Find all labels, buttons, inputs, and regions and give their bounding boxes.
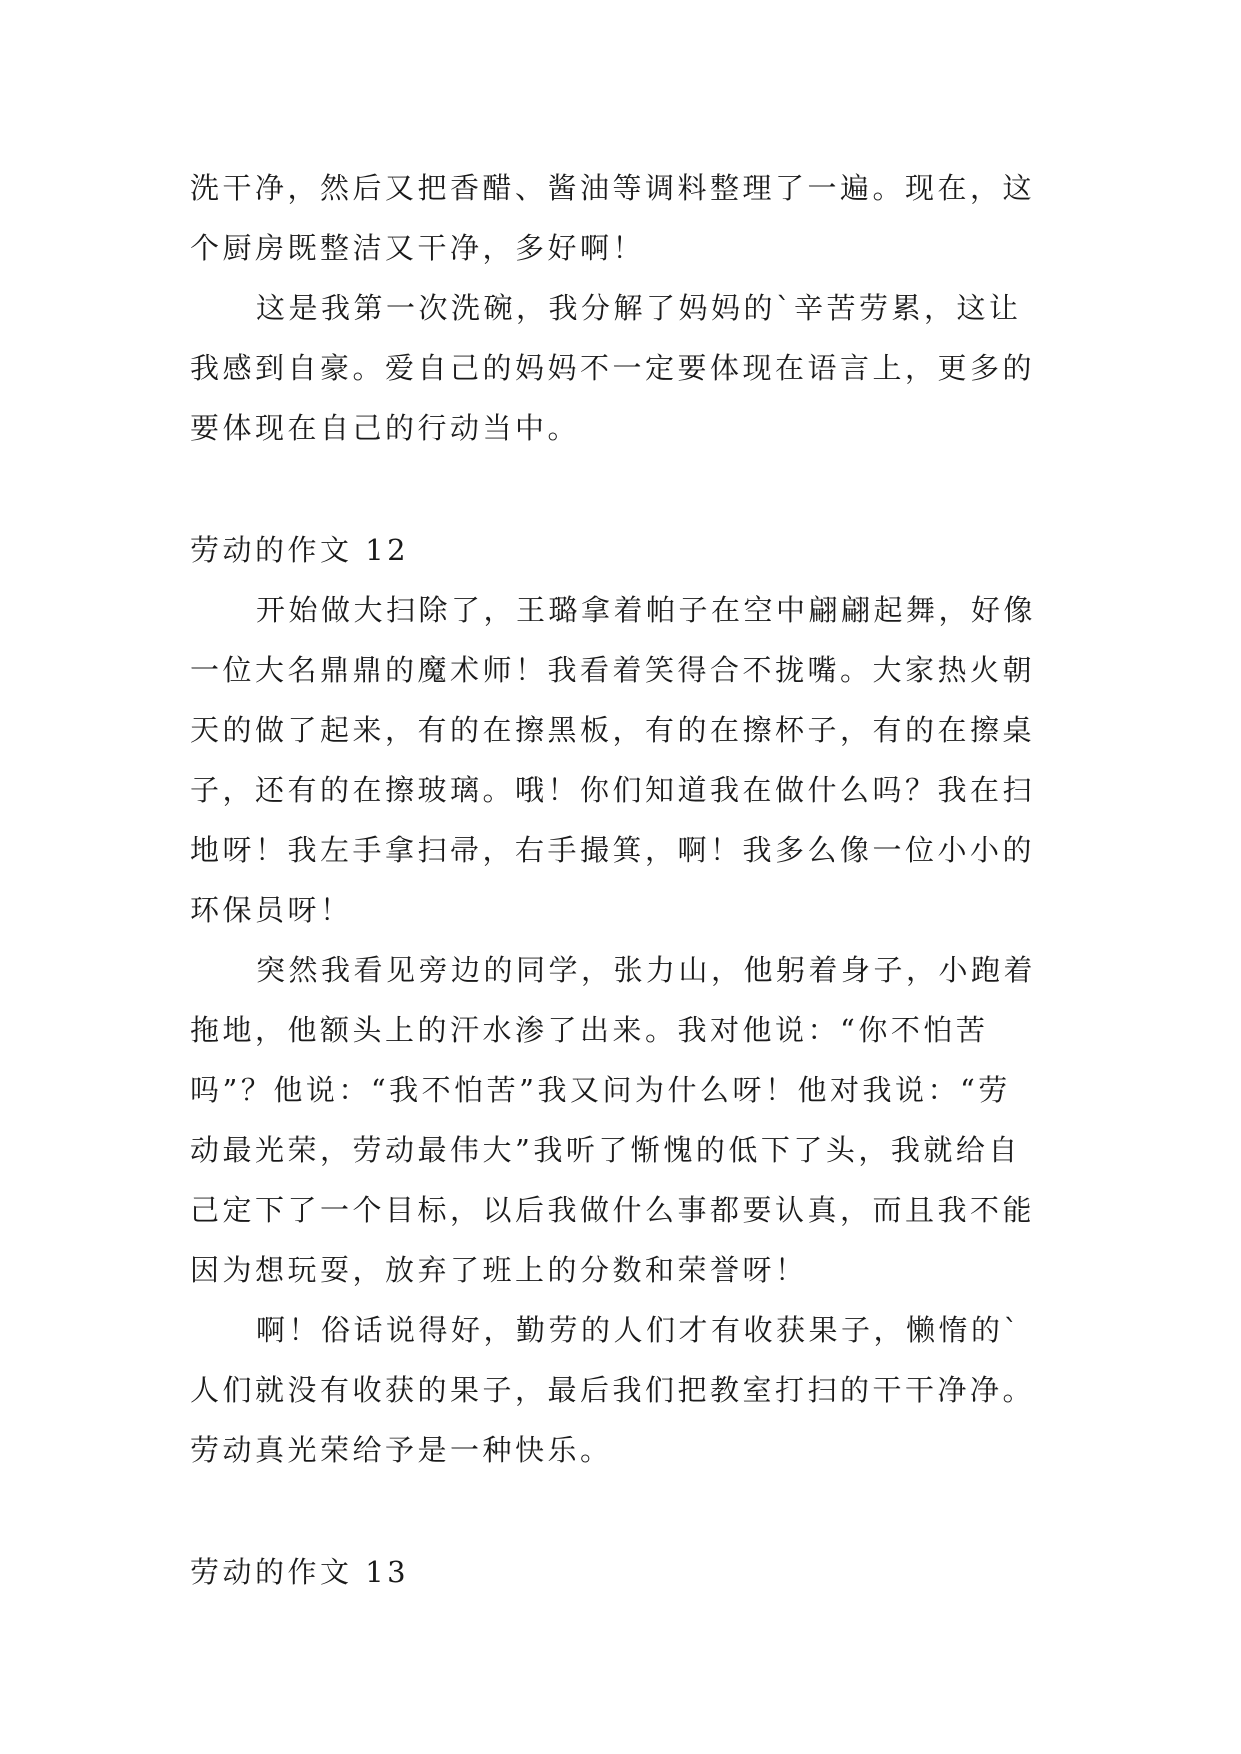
text-line: 个厨房既整洁又干净，多好啊！ xyxy=(190,231,646,265)
text-line: 啊！俗话说得好，勤劳的人们才有收获果子，懒惰的` xyxy=(256,1313,1022,1347)
text-line: 劳动真光荣给予是一种快乐。 xyxy=(190,1433,613,1467)
section-heading: 劳动的作文 12 xyxy=(190,533,410,567)
text-line: 子，还有的在擦玻璃。哦！你们知道我在做什么吗？我在扫 xyxy=(190,773,1036,807)
text-line: 突然我看见旁边的同学，张力山，他躬着身子，小跑着 xyxy=(256,953,1037,987)
text-line: 环保员呀！ xyxy=(190,893,353,927)
text-line: 吗”？他说：“我不怕苦”我又问为什么呀！他对我说：“劳 xyxy=(190,1073,1011,1107)
text-line: 这是我第一次洗碗，我分解了妈妈的`辛苦劳累，这让 xyxy=(256,291,1022,325)
section-gap xyxy=(190,1480,1070,1542)
text-line: 天的做了起来，有的在擦黑板，有的在擦杯子，有的在擦桌 xyxy=(190,713,1036,747)
section-heading: 劳动的作文 13 xyxy=(190,1555,410,1589)
paragraph xyxy=(190,580,1070,940)
text-line: 我感到自豪。爱自己的妈妈不一定要体现在语言上，更多的 xyxy=(190,351,1036,385)
text-line: 动最光荣，劳动最伟大”我听了惭愧的低下了头，我就给自 xyxy=(190,1133,1021,1167)
section-gap xyxy=(190,458,1070,520)
text-line: 洗干净，然后又把香醋、酱油等调料整理了一遍。现在，这 xyxy=(190,171,1036,205)
text-line: 人们就没有收获的果子，最后我们把教室打扫的干干净净。 xyxy=(190,1373,1036,1407)
paragraph xyxy=(190,278,1070,458)
paragraph xyxy=(190,1300,1070,1480)
text-line: 拖地，他额头上的汗水渗了出来。我对他说：“你不怕苦 xyxy=(190,1013,989,1047)
text-line: 己定下了一个目标，以后我做什么事都要认真，而且我不能 xyxy=(190,1193,1036,1227)
text-line: 因为想玩耍，放弃了班上的分数和荣誉呀！ xyxy=(190,1253,808,1287)
text-line: 要体现在自己的行动当中。 xyxy=(190,411,581,445)
text-line: 开始做大扫除了，王璐拿着帕子在空中翩翩起舞，好像 xyxy=(256,593,1037,627)
document-body xyxy=(190,158,1070,1602)
text-line: 地呀！我左手拿扫帚，右手撮箕，啊！我多么像一位小小的 xyxy=(190,833,1036,867)
paragraph xyxy=(190,940,1070,1300)
paragraph xyxy=(190,158,1070,278)
text-line: 一位大名鼎鼎的魔术师！我看着笑得合不拢嘴。大家热火朝 xyxy=(190,653,1036,687)
